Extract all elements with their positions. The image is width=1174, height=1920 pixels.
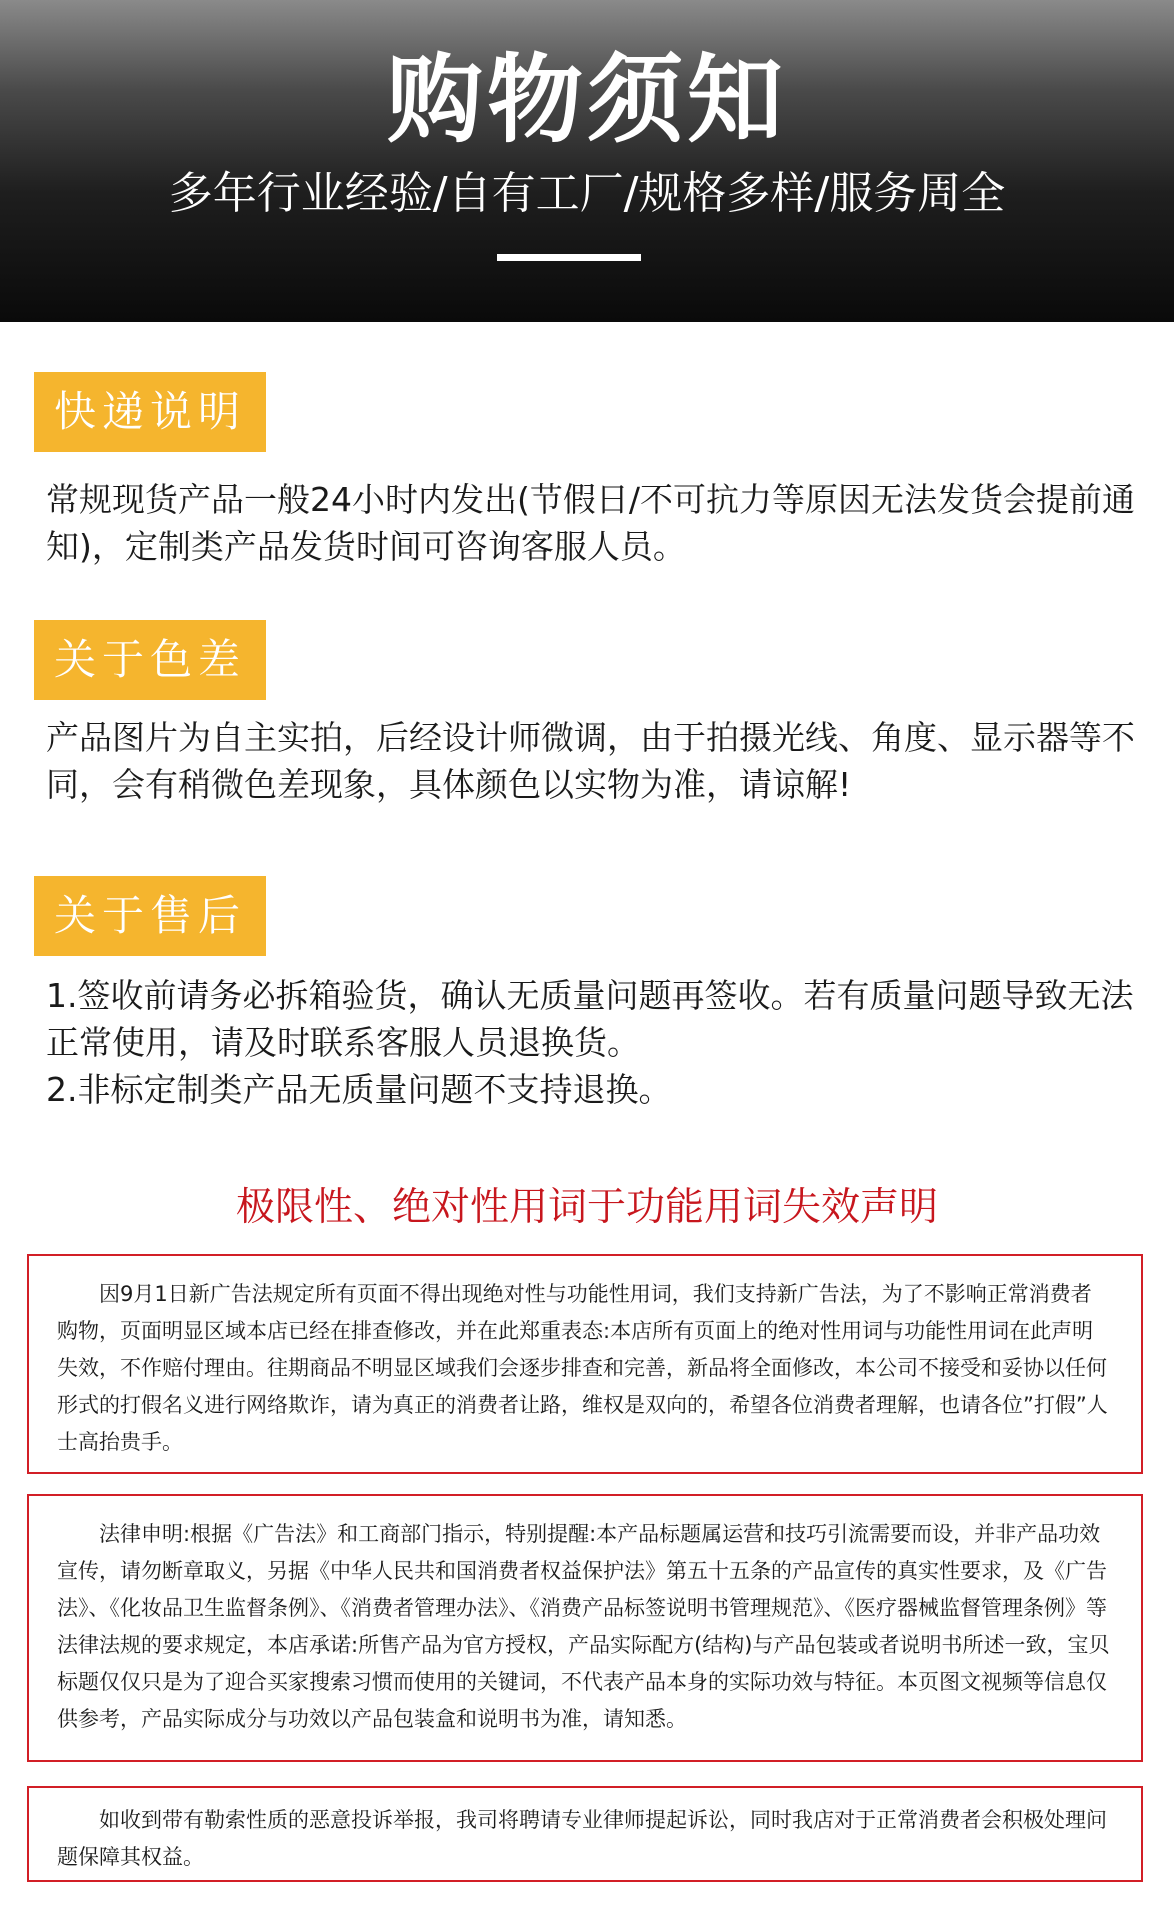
page-title: 购物须知 [387,44,787,156]
section-line: 产品图片为自主实拍，后经设计师微调，由于拍摄光线、角度、显示器等不同，会有稍微色差现象，具体颜色以实物为准，请谅解! [46,718,1135,804]
notice-paragraph: 因9月1日新广告法规定所有页面不得出现绝对性与功能性用词，我们支持新广告法，为了不影响正常消费者购物，页面明显区域本店已经在排查修改，并在此郑重表态:本店所有页面上的绝对性用词与功能性用词在此声明失效，不作赔付理由。往期商品不明显区域我们会逐步排查和完善，新品将全面修改，本公司不接受和妥协以任何形式的打假名义进行网络欺诈，请为真正的消费者让路，维权是双向的，希望各位消费者理解，也请各位”打假”人士高抬贵手。 [57,1282,1108,1454]
section-line: 常规现货产品一般24小时内发出(节假日/不可抗力等原因无法发货会提前通知)，定制类产品发货时间可咨询客服人员。 [46,480,1135,566]
page-subtitle: 多年行业经验/自有工厂/规格多样/服务周全 [168,168,1006,219]
section-tag-color: 关于色差 [34,620,266,700]
header-banner [0,0,1174,322]
section-text-aftersales [46,972,1146,1113]
section-line: 2.非标定制类产品无质量问题不支持退换。 [46,1070,672,1109]
title-underline [497,254,641,261]
notice-title: 极限性、绝对性用词于功能用词失效声明 [235,1185,938,1230]
notice-paragraph: 如收到带有勒索性质的恶意投诉举报，我司将聘请专业律师提起诉讼，同时我店对于正常消费者会积极处理问题保障其权益。 [57,1808,1107,1869]
section-text-color [46,714,1146,808]
section-line: 1.签收前请务必拆箱验货，确认无质量问题再签收。若有质量问题导致无法正常使用，请及时联系客服人员退换货。 [46,976,1134,1062]
section-tag-aftersales: 关于售后 [34,876,266,956]
section-tag-shipping: 快递说明 [34,372,266,452]
notice-paragraph: 法律申明:根据《广告法》和工商部门指示，特别提醒:本产品标题属运营和技巧引流需要而设，并非产品功效宣传，请勿断章取义，另据《中华人民共和国消费者权益保护法》第五十五条的产品宣传的真实性要求，及《广告法》、《化妆品卫生监督条例》、《消费者管理办法》、《消费产品标签说明书管理规范》、《医疗器械监督管理条例》等法律法规的要求规定，本店承诺:所售产品为官方授权，产品实际配方(结构)与产品包装或者说明书所述一致，宝贝标题仅仅只是为了迎合买家搜索习惯而使用的关键词，不代表产品本身的实际功效与特征。本页图文视频等信息仅供参考，产品实际成分与功效以产品包装盒和说明书为准，请知悉。 [57,1522,1110,1731]
notice-box-ad-law [27,1254,1143,1474]
section-text-shipping [46,476,1146,570]
notice-box-complaint [27,1786,1143,1882]
notice-box-legal [27,1494,1143,1762]
